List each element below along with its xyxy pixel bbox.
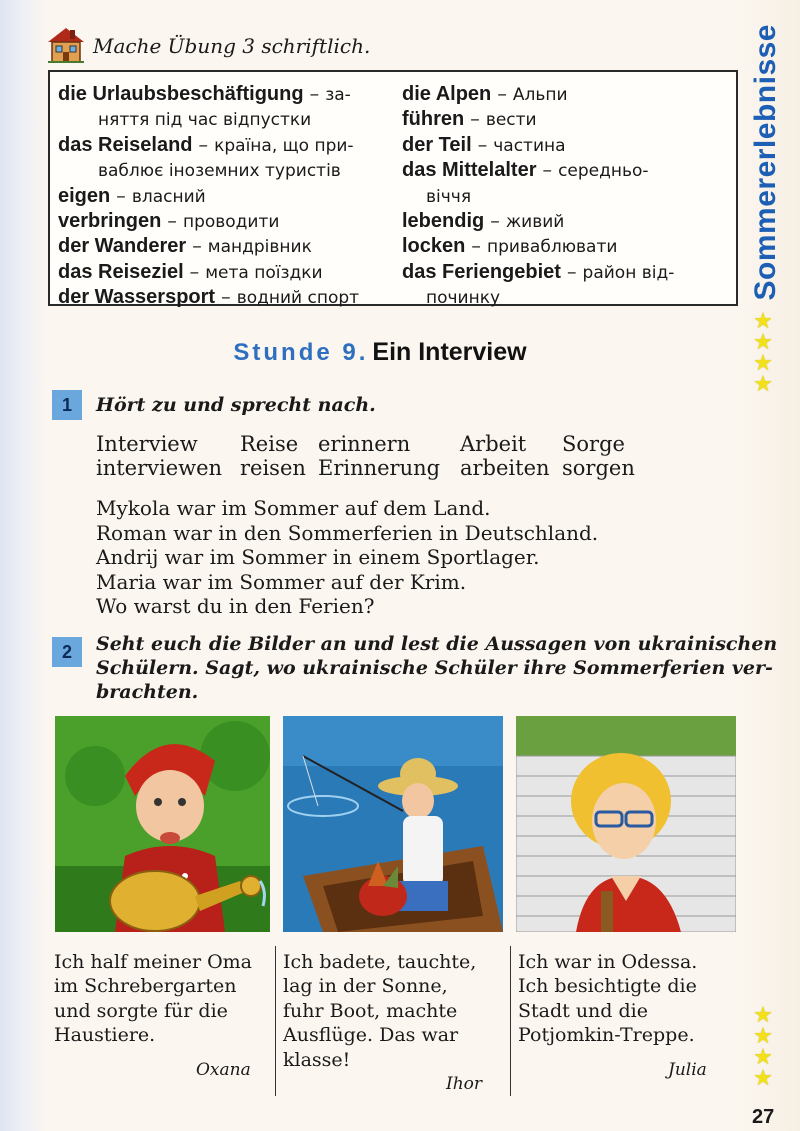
vocabulary-dash: – bbox=[484, 210, 506, 233]
example-sentence: Wo warst du in den Ferien? bbox=[96, 594, 375, 619]
vocabulary-translation: приваблювати bbox=[486, 237, 618, 258]
instruction-line: Schülern. Sagt, wo ukrainische Schüler ihre Sommerferien ver- bbox=[96, 657, 773, 679]
vocabulary-translation: країна, що при- bbox=[214, 135, 354, 156]
vocabulary-translation: няття під час відпустки bbox=[98, 110, 312, 131]
vocabulary-entry bbox=[58, 82, 388, 107]
lesson-name: Ein Interview bbox=[372, 338, 527, 366]
star-icon: ★ bbox=[753, 1023, 773, 1048]
word-grid-cell: Reise bbox=[240, 432, 299, 456]
vocabulary-box bbox=[48, 70, 738, 309]
caption-oxana bbox=[54, 950, 252, 1048]
vocabulary-word: der Teil bbox=[402, 133, 472, 156]
vocabulary-dash: – bbox=[536, 159, 559, 182]
vocabulary-translation: водний спорт bbox=[236, 288, 360, 309]
vocabulary-translation: за- bbox=[325, 85, 351, 105]
vocabulary-dash: – bbox=[465, 235, 487, 258]
word-grid-cell: Erinnerung bbox=[318, 456, 441, 480]
star-icon: ★ bbox=[753, 308, 773, 333]
vocabulary-dash: – bbox=[192, 133, 215, 156]
vocabulary-dash: – bbox=[186, 235, 208, 258]
word-grid-cell: arbeiten bbox=[460, 456, 550, 480]
vocabulary-entry bbox=[402, 133, 732, 158]
caption-author: Julia bbox=[668, 1060, 707, 1080]
caption-line: lag in der Sonne, bbox=[283, 975, 448, 998]
vocabulary-column-right bbox=[402, 82, 732, 311]
caption-line: klasse! bbox=[283, 1048, 351, 1071]
vocabulary-translation: мандрівник bbox=[207, 237, 312, 258]
exercise-number-badge: 2 bbox=[52, 637, 82, 667]
vocabulary-dash: – bbox=[215, 286, 237, 309]
vocabulary-word: die Urlaubsbeschäftigung bbox=[58, 83, 304, 105]
vocabulary-entry bbox=[402, 184, 732, 209]
vocabulary-translation: частина bbox=[493, 135, 566, 156]
star-icon: ★ bbox=[753, 329, 773, 354]
example-sentence: Maria war im Sommer auf der Krim. bbox=[96, 569, 467, 594]
vocabulary-entry bbox=[402, 107, 732, 132]
vocabulary-translation: Альпи bbox=[512, 85, 568, 105]
vocabulary-entry bbox=[402, 209, 732, 234]
vocabulary-dash: – bbox=[161, 210, 183, 233]
exercise-number-badge: 1 bbox=[52, 390, 82, 420]
vocabulary-word: führen bbox=[402, 108, 465, 131]
word-grid-cell: sorgen bbox=[562, 456, 635, 480]
vocabulary-translation: мета поїздки bbox=[205, 262, 323, 283]
house-icon bbox=[46, 26, 86, 64]
side-chapter-title-text: Sommererlebnisse bbox=[749, 23, 782, 301]
vocabulary-translation: район від- bbox=[582, 262, 675, 283]
caption-divider bbox=[510, 946, 511, 1096]
vocabulary-entry bbox=[402, 82, 732, 107]
word-grid-cell: Interview bbox=[96, 432, 198, 456]
vocabulary-entry bbox=[402, 260, 732, 285]
vocabulary-entry bbox=[58, 260, 388, 285]
vocabulary-column-left bbox=[58, 82, 388, 311]
vocabulary-word: die Alpen bbox=[402, 83, 492, 105]
word-grid-cell: Sorge bbox=[562, 432, 625, 456]
caption-line: fuhr Boot, machte bbox=[283, 999, 458, 1022]
star-icon: ★ bbox=[753, 1044, 773, 1069]
vocabulary-entry bbox=[58, 234, 388, 259]
vocabulary-word: der Wassersport bbox=[58, 286, 216, 309]
vocabulary-entry bbox=[58, 209, 388, 234]
vocabulary-entry bbox=[58, 158, 388, 183]
caption-line: Ich half meiner Oma bbox=[54, 951, 252, 973]
vocabulary-entry bbox=[58, 184, 388, 209]
caption-line: im Schrebergarten bbox=[54, 975, 237, 998]
vocabulary-dash: – bbox=[183, 260, 206, 283]
caption-author: Oxana bbox=[196, 1060, 251, 1080]
side-chapter-title bbox=[744, 20, 788, 304]
caption-line: Ich besichtigte die bbox=[518, 975, 697, 998]
vocabulary-word: das Reiseziel bbox=[58, 260, 184, 283]
lesson-number: Stunde 9. bbox=[233, 339, 369, 366]
header-instruction: Mache Übung 3 schriftlich. bbox=[93, 34, 371, 58]
exercise-1-instruction: Hört zu und sprecht nach. bbox=[96, 394, 376, 416]
vocabulary-entry bbox=[402, 158, 732, 183]
vocabulary-translation: віччя bbox=[426, 186, 472, 207]
vocabulary-dash: – bbox=[303, 83, 326, 105]
vocabulary-translation: живий bbox=[505, 212, 565, 233]
vocabulary-word: das Mittelalter bbox=[402, 159, 537, 182]
caption-line: Potjomkin-Treppe. bbox=[518, 1024, 695, 1047]
vocabulary-translation: починку bbox=[426, 288, 501, 309]
caption-divider bbox=[275, 946, 276, 1096]
vocabulary-word: lebendig bbox=[402, 210, 485, 233]
word-grid-cell: interviewen bbox=[96, 456, 223, 480]
caption-line: Haustiere. bbox=[54, 1024, 156, 1047]
vocabulary-entry bbox=[58, 285, 388, 310]
caption-line: Ich war in Odessa. bbox=[518, 951, 698, 973]
vocabulary-word: verbringen bbox=[58, 210, 162, 233]
instruction-line: brachten. bbox=[96, 681, 199, 703]
vocabulary-word: das Feriengebiet bbox=[402, 260, 561, 283]
example-sentence: Andrij war im Sommer in einem Sportlager. bbox=[96, 545, 540, 570]
word-grid-cell: reisen bbox=[240, 456, 306, 480]
vocabulary-translation: вести bbox=[485, 110, 537, 131]
vocabulary-entry bbox=[58, 133, 388, 158]
star-icon: ★ bbox=[753, 1065, 773, 1090]
vocabulary-dash: – bbox=[464, 108, 486, 131]
vocabulary-dash: – bbox=[471, 133, 494, 156]
vocabulary-word: das Reiseland bbox=[58, 133, 193, 156]
lesson-title bbox=[0, 338, 760, 367]
star-icon: ★ bbox=[753, 371, 773, 396]
vocabulary-entry bbox=[402, 285, 732, 310]
instruction-line: Seht euch die Bilder an und lest die Aussagen von ukrainischen bbox=[96, 633, 778, 655]
vocabulary-word: der Wanderer bbox=[58, 235, 187, 258]
star-decoration-bottom bbox=[752, 1004, 774, 1088]
page-number: 27 bbox=[752, 1106, 775, 1128]
word-grid-cell: Arbeit bbox=[460, 432, 527, 456]
caption-line: Stadt und die bbox=[518, 999, 648, 1022]
illustration-girl-watering bbox=[55, 716, 270, 932]
caption-julia bbox=[518, 950, 697, 1048]
vocabulary-translation: власний bbox=[131, 186, 206, 207]
vocabulary-word: locken bbox=[402, 235, 466, 258]
caption-line: Ausflüge. Das war bbox=[283, 1024, 459, 1047]
caption-ihor bbox=[283, 950, 476, 1072]
exercise-2-instruction bbox=[96, 632, 777, 704]
vocabulary-dash: – bbox=[560, 260, 583, 283]
vocabulary-dash: – bbox=[110, 184, 132, 207]
example-sentence: Roman war in den Sommerferien in Deutschland. bbox=[96, 520, 599, 545]
vocabulary-translation: проводити bbox=[182, 212, 280, 233]
caption-line: und sorgte für die bbox=[54, 999, 228, 1022]
vocabulary-word: eigen bbox=[58, 184, 111, 207]
vocabulary-dash: – bbox=[491, 83, 513, 105]
vocabulary-entry bbox=[402, 234, 732, 259]
caption-author: Ihor bbox=[446, 1074, 483, 1094]
caption-line: Ich badete, tauchte, bbox=[283, 951, 477, 973]
vocabulary-entry bbox=[58, 107, 388, 132]
star-icon: ★ bbox=[753, 1002, 773, 1027]
illustration-girl-stairs bbox=[516, 716, 736, 932]
example-sentences bbox=[96, 496, 598, 619]
word-grid-cell: erinnern bbox=[318, 432, 411, 456]
vocabulary-translation: середньо- bbox=[558, 161, 649, 182]
illustration-boy-fishing bbox=[283, 716, 503, 932]
vocabulary-translation: ваблює іноземних туристів bbox=[98, 161, 341, 182]
example-sentence: Mykola war im Sommer auf dem Land. bbox=[96, 496, 491, 520]
star-icon: ★ bbox=[753, 350, 773, 375]
